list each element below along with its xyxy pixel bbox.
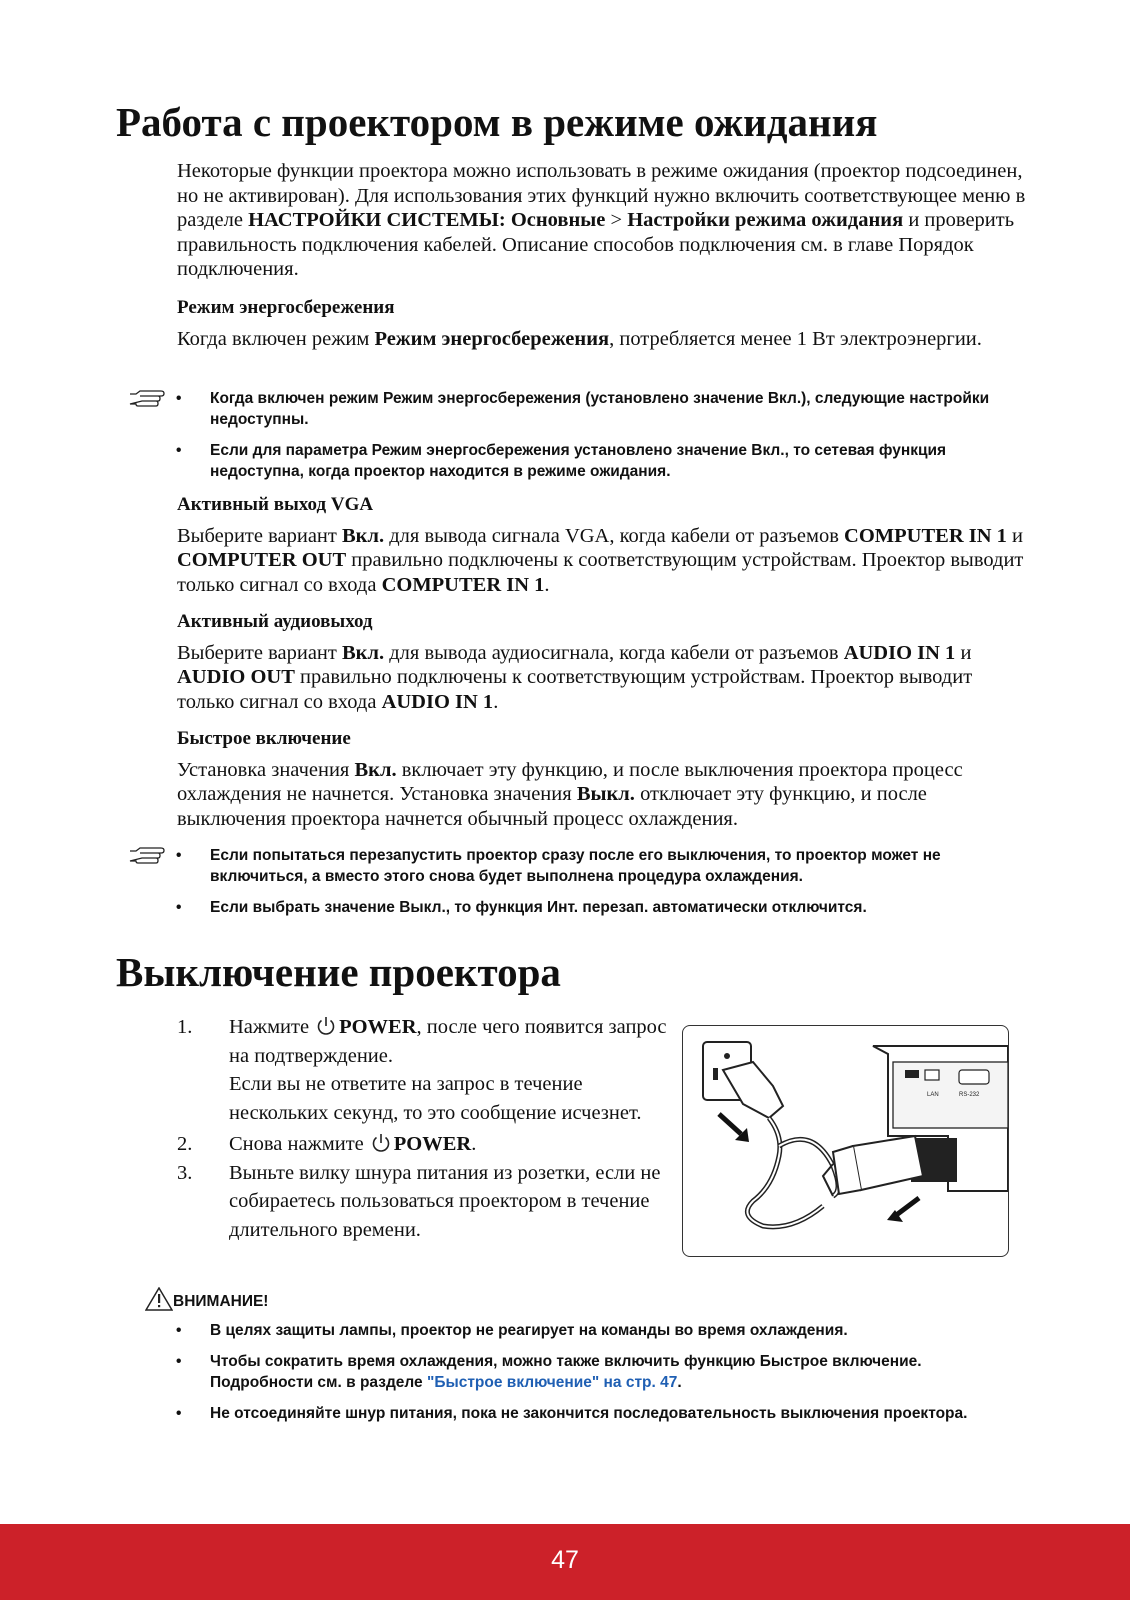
warning-label: ВНИМАНИЕ!: [173, 1293, 269, 1310]
audio-bold-4: AUDIO IN 1: [381, 690, 494, 713]
energy-text-1: Когда включен режим: [177, 327, 375, 350]
vga-text-2: для вывода сигнала VGA, когда кабели от разъемов: [384, 524, 845, 547]
vga-heading: Активный выход VGA: [177, 494, 374, 515]
audio-text-4: правильно подключены к соответствующим устройствам. Проектор выводит только сигнал со входа: [177, 666, 973, 713]
quick-on-link[interactable]: "Быстрое включение" на стр. 47: [426, 1374, 678, 1391]
step-1-extra: Если вы не ответите на запрос в течение нескольких секунд, то это сообщение исчезнет.: [229, 1073, 642, 1124]
step-2-number: 2.: [177, 1133, 193, 1155]
quick-heading: Быстрое включение: [177, 728, 351, 749]
step-3: [177, 1159, 667, 1245]
unplug-illustration: [682, 1025, 1009, 1257]
unplug-drawing: [683, 1026, 1008, 1256]
warning-item-2-end: .: [677, 1374, 682, 1391]
note1-item-2: • Если для параметра Режим энергосбережения установлено значение Вкл., то сетевая функция недоступна, когда проектор находится в режиме ожидания.: [128, 440, 1018, 482]
audio-heading: Активный аудиовыход: [177, 611, 373, 632]
audio-section: [177, 610, 1027, 714]
note1-item-1: • Когда включен режим Режим энергосбережения (установлено значение Вкл.), следующие настройки недоступны.: [128, 388, 1018, 430]
note-box-2: [128, 845, 1018, 928]
intro-text-2: >: [605, 209, 628, 231]
vga-bold-3: COMPUTER OUT: [177, 549, 347, 571]
quick-text-1: Установка значения: [177, 758, 355, 781]
intro-bold-2: Настройки режима ожидания: [627, 209, 904, 231]
page-number: 47: [551, 1546, 579, 1574]
quick-bold-2: Выкл.: [576, 783, 635, 805]
quick-text-2: включает эту функцию, и после выключения проектора процесс охлаждения не начнется. Установка значения: [177, 758, 963, 805]
lan-label: LAN: [927, 1092, 939, 1098]
vga-text-3: и: [1006, 524, 1024, 547]
power-icon: [315, 1015, 337, 1037]
intro-text-1: Некоторые функции проектора можно использовать в режиме ожидания (проектор подсоединен, но не активирован). Для использования этих функций нужно включить соответствующее меню в разделе: [177, 160, 1026, 231]
page-footer: [0, 1524, 1130, 1600]
section-title-standby: Работа с проектором в режиме ожидания: [116, 99, 878, 145]
warning-heading: [145, 1287, 268, 1311]
step-1-number: 1.: [177, 1016, 193, 1038]
audio-bold-3: AUDIO OUT: [177, 666, 295, 688]
energy-section: [177, 296, 1027, 351]
warning-list: [128, 1320, 1028, 1434]
intro-bold-1: НАСТРОЙКИ СИСТЕМЫ: Основные: [248, 209, 606, 231]
step-1-text-2: , после чего появится запрос на подтверждение.: [229, 1016, 667, 1067]
step-2-power-label: POWER: [393, 1133, 472, 1155]
step-3-text: Выньте вилку шнура питания из розетки, если не собираетесь пользоваться проектором в течение длительного времени.: [229, 1161, 661, 1241]
warning-item-2: [128, 1351, 1028, 1393]
power-icon: [370, 1132, 392, 1154]
shutdown-steps: [177, 1013, 667, 1244]
warning-triangle-icon: [145, 1287, 173, 1311]
audio-bold-1: Вкл.: [342, 641, 385, 664]
vga-bold-1: Вкл.: [342, 524, 385, 547]
energy-text-2: , потребляется менее 1 Вт электроэнергии.: [609, 327, 982, 350]
vga-text-5: .: [544, 573, 550, 596]
vga-bold-2: COMPUTER IN 1: [844, 524, 1007, 547]
audio-text-5: .: [493, 690, 499, 713]
vga-section: [177, 493, 1027, 597]
energy-bold-1: Режим энергосбережения: [374, 327, 610, 350]
energy-heading: Режим энергосбережения: [177, 297, 395, 318]
warning-item-1: • В целях защиты лампы, проектор не реагирует на команды во время охлаждения.: [128, 1320, 1028, 1341]
step-2-text-2: .: [471, 1133, 477, 1155]
audio-text-2: для вывода аудиосигнала, когда кабели от разъемов: [384, 641, 844, 664]
note2-item-1: • Если попытаться перезапустить проектор сразу после его выключения, то проектор может не включиться, а вместо этого снова будет выполнена процедура охлаждения.: [128, 845, 1018, 887]
step-3-number: 3.: [177, 1161, 193, 1184]
note-box-1: [128, 388, 1018, 492]
audio-text-1: Выберите вариант: [177, 641, 342, 664]
section-title-shutdown: Выключение проектора: [116, 949, 561, 995]
intro-text-3: и проверить правильность подключения кабелей. Описание способов подключения см. в главе Порядок подключения.: [177, 209, 1015, 280]
intro-paragraph: [177, 159, 1027, 282]
audio-text-3: и: [955, 641, 972, 664]
warning-item-2-text: Чтобы сократить время охлаждения, можно также включить функцию Быстрое включение. Подробности см. в разделе: [210, 1353, 922, 1391]
quick-section: [177, 727, 1027, 831]
step-1: [177, 1013, 667, 1127]
vga-text-1: Выберите вариант: [177, 524, 342, 547]
audio-bold-2: AUDIO IN 1: [843, 641, 956, 664]
step-2: [177, 1130, 667, 1159]
vga-text-4: правильно подключены к соответствующим устройствам. Проектор выводит только сигнал со входа: [177, 549, 1024, 596]
vga-bold-4: COMPUTER IN 1: [381, 573, 545, 596]
step-1-power-label: POWER: [339, 1016, 417, 1038]
step-2-text: Снова нажмите: [229, 1133, 364, 1155]
note2-item-2: • Если выбрать значение Выкл., то функция Инт. перезап. автоматически отключится.: [128, 897, 1018, 918]
step-1-text: Нажмите: [229, 1016, 310, 1038]
warning-item-3: • Не отсоединяйте шнур питания, пока не закончится последовательность выключения проектора.: [128, 1403, 1028, 1424]
quick-bold-1: Вкл.: [354, 758, 397, 781]
rs232-label: RS-232: [959, 1092, 980, 1098]
quick-text-3: отключает эту функцию, и после выключения проектора начнется обычный процесс охлаждения.: [177, 783, 927, 830]
